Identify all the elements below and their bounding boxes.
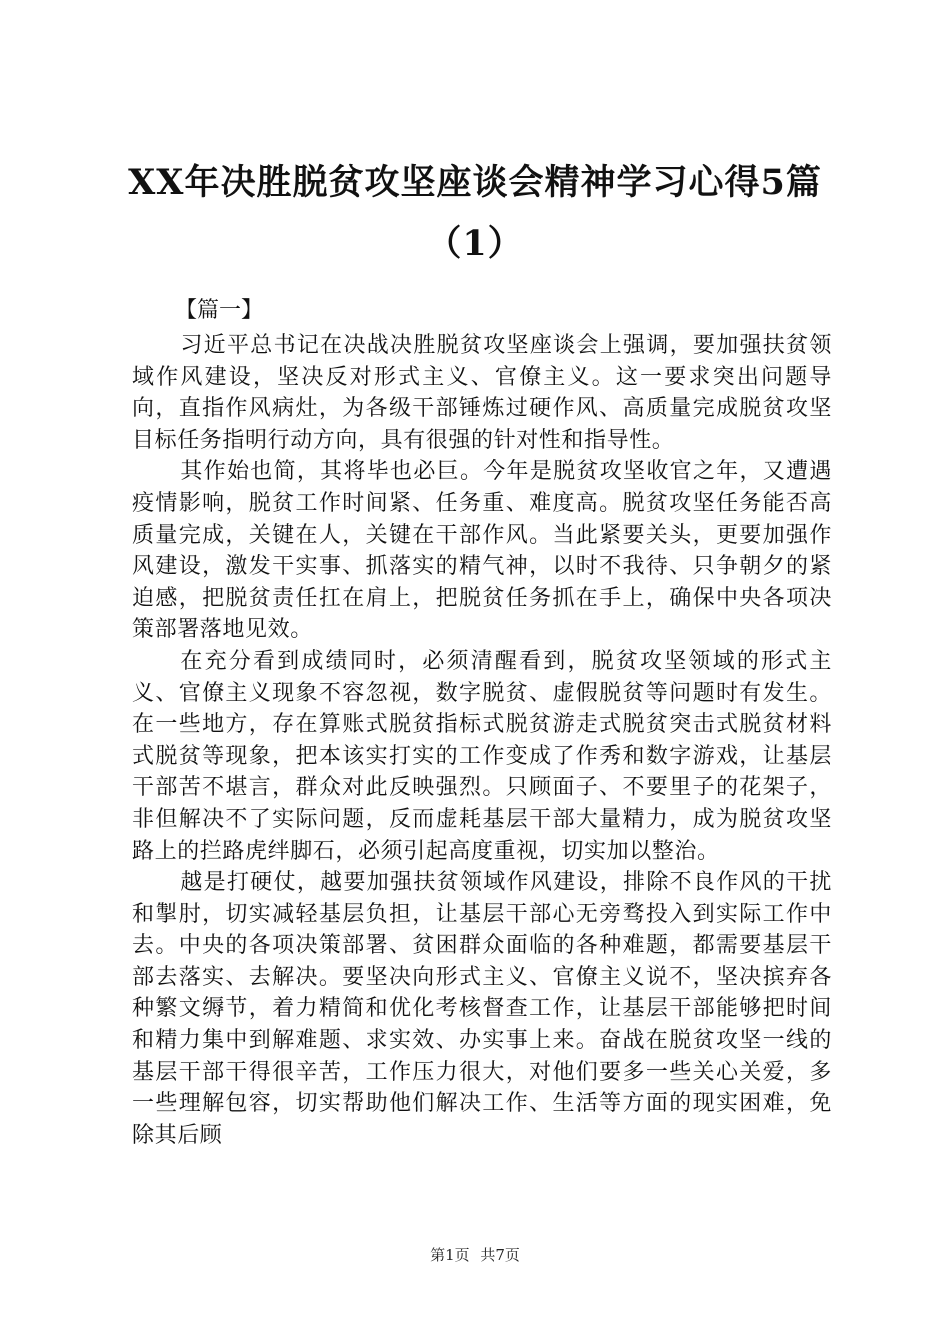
document-title: XX年决胜脱贫攻坚座谈会精神学习心得5篇 — [128, 162, 822, 203]
document-title-suffix: （1） — [426, 223, 524, 264]
paragraph: 习近平总书记在决战决胜脱贫攻坚座谈会上强调，要加强扶贫领域作风建设，坚决反对形式主义、官僚主义。这一要求突出问题导向，直指作风病灶，为各级干部锤炼过硬作风、高质量完成脱贫攻坚目标任务指明行动方向，具有很强的针对性和指导性。 — [132, 333, 832, 453]
section-label: 【篇一】 — [175, 298, 264, 323]
paragraph: 其作始也简，其将毕也必巨。今年是脱贫攻坚收官之年，又遭遇疫情影响，脱贫工作时间紧、任务重、难度高。脱贫攻坚任务能否高质量完成，关键在人，关键在干部作风。当此紧要关头，更要加强作风建设，激发干实事、抓落实的精气神，以时不我待、只争朝夕的紧迫感，把脱贫责任扛在肩上，把脱贫任务抓在手上，确保中央各项决策部署落地见效。 — [132, 459, 832, 643]
page-footer — [0, 1245, 950, 1265]
document-body — [132, 330, 832, 1151]
paragraph: 越是打硬仗，越要加强扶贫领域作风建设，排除不良作风的干扰和掣肘，切实减轻基层负担，让基层干部心无旁骛投入到实际工作中去。中央的各项决策部署、贫困群众面临的各种难题，都需要基层干部去落实、去解决。要坚决向形式主义、官僚主义说不，坚决摈弃各种繁文缛节，着力精简和优化考核督查工作，让基层干部能够把时间和精力集中到解难题、求实效、办实事上来。奋战在脱贫攻坚一线的基层干部干得很辛苦，工作压力很大，对他们要多一些关心关爱，多一些理解包容，切实帮助他们解决工作、生活等方面的现实困难，免除其后顾 — [132, 870, 832, 1148]
page-total: 共7页 — [480, 1246, 520, 1264]
paragraph: 在充分看到成绩同时，必须清醒看到，脱贫攻坚领域的形式主义、官僚主义现象不容忽视，数字脱贫、虚假脱贫等问题时有发生。在一些地方，存在算账式脱贫指标式脱贫游走式脱贫突击式脱贫材料式脱贫等现象，把本该实打实的工作变成了作秀和数字游戏，让基层干部苦不堪言，群众对此反映强烈。只顾面子、不要里子的花架子，非但解决不了实际问题，反而虚耗基层干部大量精力，成为脱贫攻坚路上的拦路虎绊脚石，必须引起高度重视，切实加以整治。 — [132, 648, 832, 864]
page-number: 第1页 — [430, 1246, 470, 1264]
